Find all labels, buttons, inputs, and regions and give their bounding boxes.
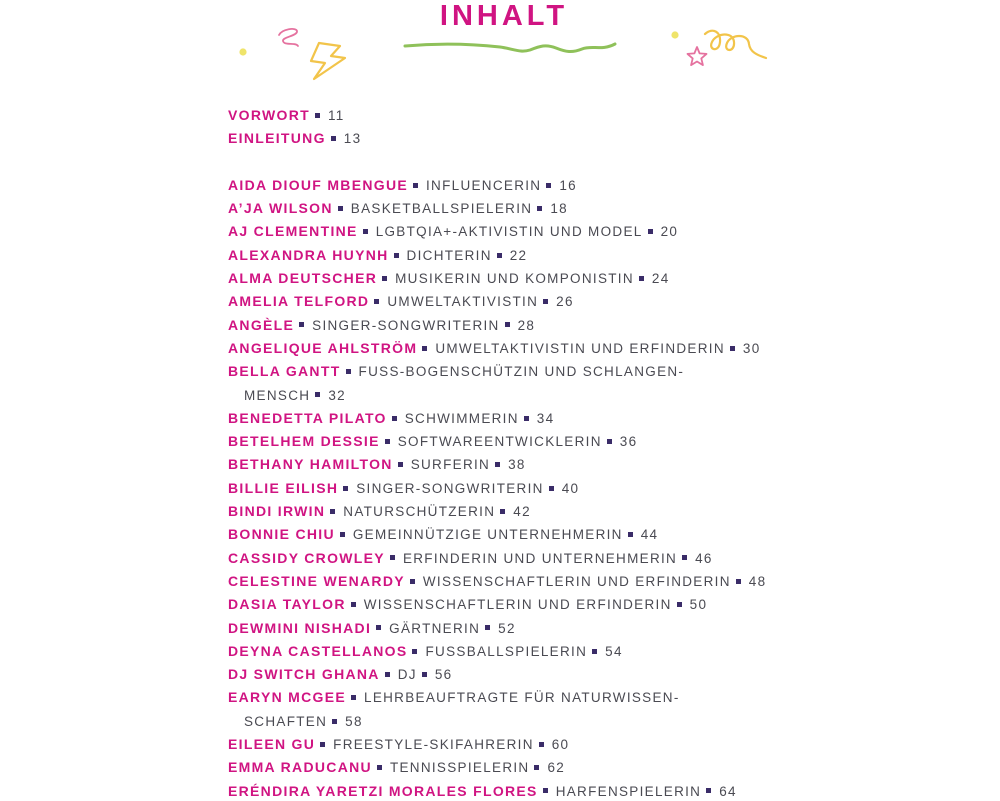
separator-bullet — [677, 602, 682, 607]
separator-bullet — [495, 462, 500, 467]
separator-bullet — [546, 183, 551, 188]
role-label: FUSS-BOGENSCHÜTZIN UND SCHLANGEN- — [358, 364, 685, 380]
lightning-bolt-icon — [311, 43, 345, 79]
role-label: GÄRTNERIN — [389, 620, 481, 636]
person-name: EILEEN GU — [228, 736, 316, 753]
person-name: CASSIDY CROWLEY — [228, 549, 385, 566]
wavy-line-icon — [405, 44, 615, 52]
page-number: 20 — [660, 224, 679, 240]
separator-bullet — [346, 369, 351, 374]
page-number: 56 — [434, 667, 453, 683]
toc-entry — [228, 642, 766, 660]
separator-bullet — [497, 253, 502, 258]
separator-bullet — [682, 555, 687, 560]
role-label: WISSENSCHAFTLERIN UND ERFINDERIN — [422, 573, 731, 589]
separator-bullet — [385, 439, 390, 444]
page-number: 58 — [345, 713, 363, 729]
person-name: ALMA DEUTSCHER — [228, 270, 378, 287]
page-number: 32 — [328, 387, 346, 403]
toc-entry — [228, 409, 766, 427]
separator-bullet — [543, 299, 548, 304]
page-number: 40 — [561, 480, 580, 496]
separator-bullet — [351, 602, 356, 607]
role-label: SINGER-SONGWRITERIN — [312, 317, 500, 333]
toc-entry — [228, 758, 766, 776]
separator-bullet — [315, 392, 320, 397]
page-number: 18 — [550, 201, 568, 217]
section-title: EINLEITUNG — [228, 130, 326, 147]
page-title: INHALT — [439, 0, 569, 32]
separator-bullet — [299, 322, 304, 327]
separator-bullet — [410, 579, 415, 584]
role-label-continued: MENSCH — [244, 387, 311, 403]
separator-bullet — [485, 625, 490, 630]
person-name: BINDI IRWIN — [228, 503, 326, 520]
separator-bullet — [330, 509, 335, 514]
squiggle-icon — [279, 29, 298, 46]
page-number: 28 — [517, 317, 536, 333]
separator-bullet — [422, 672, 427, 677]
separator-bullet — [422, 346, 427, 351]
toc-entry — [228, 572, 766, 590]
role-label: SURFERIN — [410, 457, 491, 473]
separator-bullet — [332, 719, 337, 724]
separator-bullet — [398, 462, 403, 467]
person-name: AJ CLEMENTINE — [228, 223, 358, 240]
section-title: VORWORT — [228, 107, 310, 123]
page-number: 13 — [343, 131, 362, 147]
toc-entry — [228, 782, 766, 800]
page-number: 42 — [513, 504, 531, 520]
page-number: 48 — [748, 573, 767, 589]
role-label: SOFTWAREENTWICKLERIN — [397, 434, 602, 450]
role-label: LGBTQIA+-AKTIVISTIN UND MODEL — [375, 224, 643, 240]
star-icon — [688, 47, 707, 65]
toc-entry — [228, 665, 766, 683]
person-name: DEWMINI NISHADI — [228, 619, 372, 636]
loops-icon — [705, 31, 766, 58]
toc-entry — [228, 502, 766, 520]
person-name: DASIA TAYLOR — [228, 596, 346, 613]
dot-icon — [671, 31, 678, 38]
separator-bullet — [385, 672, 390, 677]
person-name: AMELIA TELFORD — [228, 293, 370, 310]
person-name: BETELHEM DESSIE — [228, 433, 380, 450]
person-name: AIDA DIOUF MBENGUE — [228, 176, 408, 193]
page-number: 62 — [547, 760, 566, 776]
person-name: EMMA RADUCANU — [228, 759, 372, 776]
page-number: 16 — [559, 177, 577, 193]
role-label: UMWELTAKTIVISTIN UND ERFINDERIN — [435, 340, 725, 356]
role-label: SCHWIMMERIN — [404, 410, 519, 426]
toc-entry — [228, 269, 766, 287]
toc-entry — [228, 595, 766, 613]
separator-bullet — [539, 742, 544, 747]
separator-bullet — [639, 276, 644, 281]
toc-entry — [228, 199, 766, 217]
role-label: GEMEINNÜTZIGE UNTERNEHMERIN — [352, 527, 623, 543]
role-label: UMWELTAKTIVISTIN — [387, 294, 539, 310]
person-name: ERÉNDIRA YARETZI MORALES FLORES — [228, 782, 538, 799]
separator-bullet — [524, 416, 529, 421]
separator-bullet — [607, 439, 612, 444]
page-number: 54 — [605, 643, 623, 659]
role-label: WISSENSCHAFTLERIN UND ERFINDERIN — [363, 597, 672, 613]
page-number: 11 — [327, 108, 345, 123]
separator-bullet — [648, 229, 653, 234]
separator-bullet — [537, 206, 542, 211]
separator-bullet — [338, 206, 343, 211]
role-label: BASKETBALLSPIELERIN — [350, 201, 533, 217]
person-name: BETHANY HAMILTON — [228, 456, 393, 473]
role-label: MUSIKERIN UND KOMPONISTIN — [395, 271, 634, 287]
page-number: 52 — [498, 620, 516, 636]
role-label: DJ — [397, 667, 417, 683]
separator-bullet — [413, 183, 418, 188]
role-label: DICHTERIN — [406, 247, 492, 263]
role-label: ERFINDERIN UND UNTERNEHMERIN — [402, 550, 678, 566]
page-number: 60 — [551, 737, 570, 753]
separator-bullet — [392, 416, 397, 421]
role-label-continued: SCHAFTEN — [244, 713, 328, 729]
separator-bullet — [500, 509, 505, 514]
person-name: EARYN MCGEE — [228, 689, 347, 706]
separator-bullet — [628, 532, 633, 537]
page-number: 30 — [742, 340, 761, 356]
person-name: ANGÈLE — [228, 316, 295, 333]
person-name: DEYNA CASTELLANOS — [228, 642, 408, 659]
toc-entry — [228, 362, 766, 380]
page-number: 50 — [689, 597, 708, 613]
page-number: 44 — [640, 527, 659, 543]
toc-entry — [228, 292, 766, 310]
separator-bullet — [374, 299, 379, 304]
toc-entry — [228, 432, 766, 450]
separator-bullet — [382, 276, 387, 281]
separator-bullet — [377, 765, 382, 770]
toc-front-item — [228, 129, 766, 147]
toc-entry — [228, 455, 766, 473]
separator-bullet — [320, 742, 325, 747]
separator-bullet — [343, 486, 348, 491]
separator-bullet — [412, 649, 417, 654]
role-label: TENNISSPIELERIN — [389, 760, 530, 776]
separator-bullet — [390, 555, 395, 560]
separator-bullet — [543, 788, 548, 793]
toc-entry — [228, 479, 766, 497]
separator-bullet — [331, 136, 336, 141]
role-label: LEHRBEAUFTRAGTE FÜR NATURWISSEN- — [364, 690, 680, 706]
separator-bullet — [736, 579, 741, 584]
toc-entry — [228, 316, 766, 334]
toc-entry — [228, 619, 766, 637]
person-name: BILLIE EILISH — [228, 479, 339, 496]
separator-bullet — [315, 113, 320, 118]
dot-icon — [239, 48, 246, 55]
person-name: DJ SWITCH GHANA — [228, 666, 380, 683]
person-name: ALEXANDRA HUYNH — [228, 246, 389, 263]
toc-entry — [228, 246, 766, 264]
separator-bullet — [549, 486, 554, 491]
toc-entry — [228, 222, 766, 240]
toc-entry — [228, 549, 766, 567]
separator-bullet — [505, 322, 510, 327]
page-number: 34 — [536, 410, 555, 426]
separator-bullet — [592, 649, 597, 654]
person-name: BONNIE CHIU — [228, 526, 335, 543]
page-number: 64 — [719, 783, 737, 799]
role-label: HARFENSPIELERIN — [555, 783, 702, 799]
toc-entry — [228, 735, 766, 753]
separator-bullet — [394, 253, 399, 258]
toc-entry — [228, 688, 766, 706]
separator-bullet — [706, 788, 711, 793]
role-label: SINGER-SONGWRITERIN — [356, 480, 544, 496]
separator-bullet — [340, 532, 345, 537]
toc-entry-continuation — [228, 712, 766, 730]
page-number: 24 — [651, 271, 670, 287]
page-number: 36 — [619, 434, 638, 450]
role-label: FUSSBALLSPIELERIN — [425, 643, 588, 659]
toc-entry-continuation — [228, 386, 766, 404]
person-name: ANGELIQUE AHLSTRÖM — [228, 339, 418, 356]
toc-entry — [228, 525, 766, 543]
page-number: 26 — [556, 294, 574, 310]
page-number: 46 — [695, 550, 713, 566]
table-of-contents — [228, 106, 766, 800]
role-label: INFLUENCERIN — [426, 177, 542, 193]
separator-bullet — [351, 695, 356, 700]
role-label: NATURSCHÜTZERIN — [343, 504, 496, 520]
separator-bullet — [363, 229, 368, 234]
separator-bullet — [534, 765, 539, 770]
toc-front-item — [228, 106, 766, 124]
role-label: FREESTYLE-SKIFAHRERIN — [333, 737, 534, 753]
person-name: BELLA GANTT — [228, 363, 341, 380]
page-number: 38 — [508, 457, 526, 473]
toc-entry — [228, 176, 766, 194]
toc-entry — [228, 339, 766, 357]
person-name: CELESTINE WENARDY — [228, 572, 405, 589]
separator-bullet — [376, 625, 381, 630]
person-name: BENEDETTA PILATO — [228, 409, 387, 426]
person-name: A’JA WILSON — [228, 200, 333, 217]
separator-bullet — [730, 346, 735, 351]
page-number: 22 — [509, 247, 528, 263]
toc-spacer — [228, 153, 766, 171]
